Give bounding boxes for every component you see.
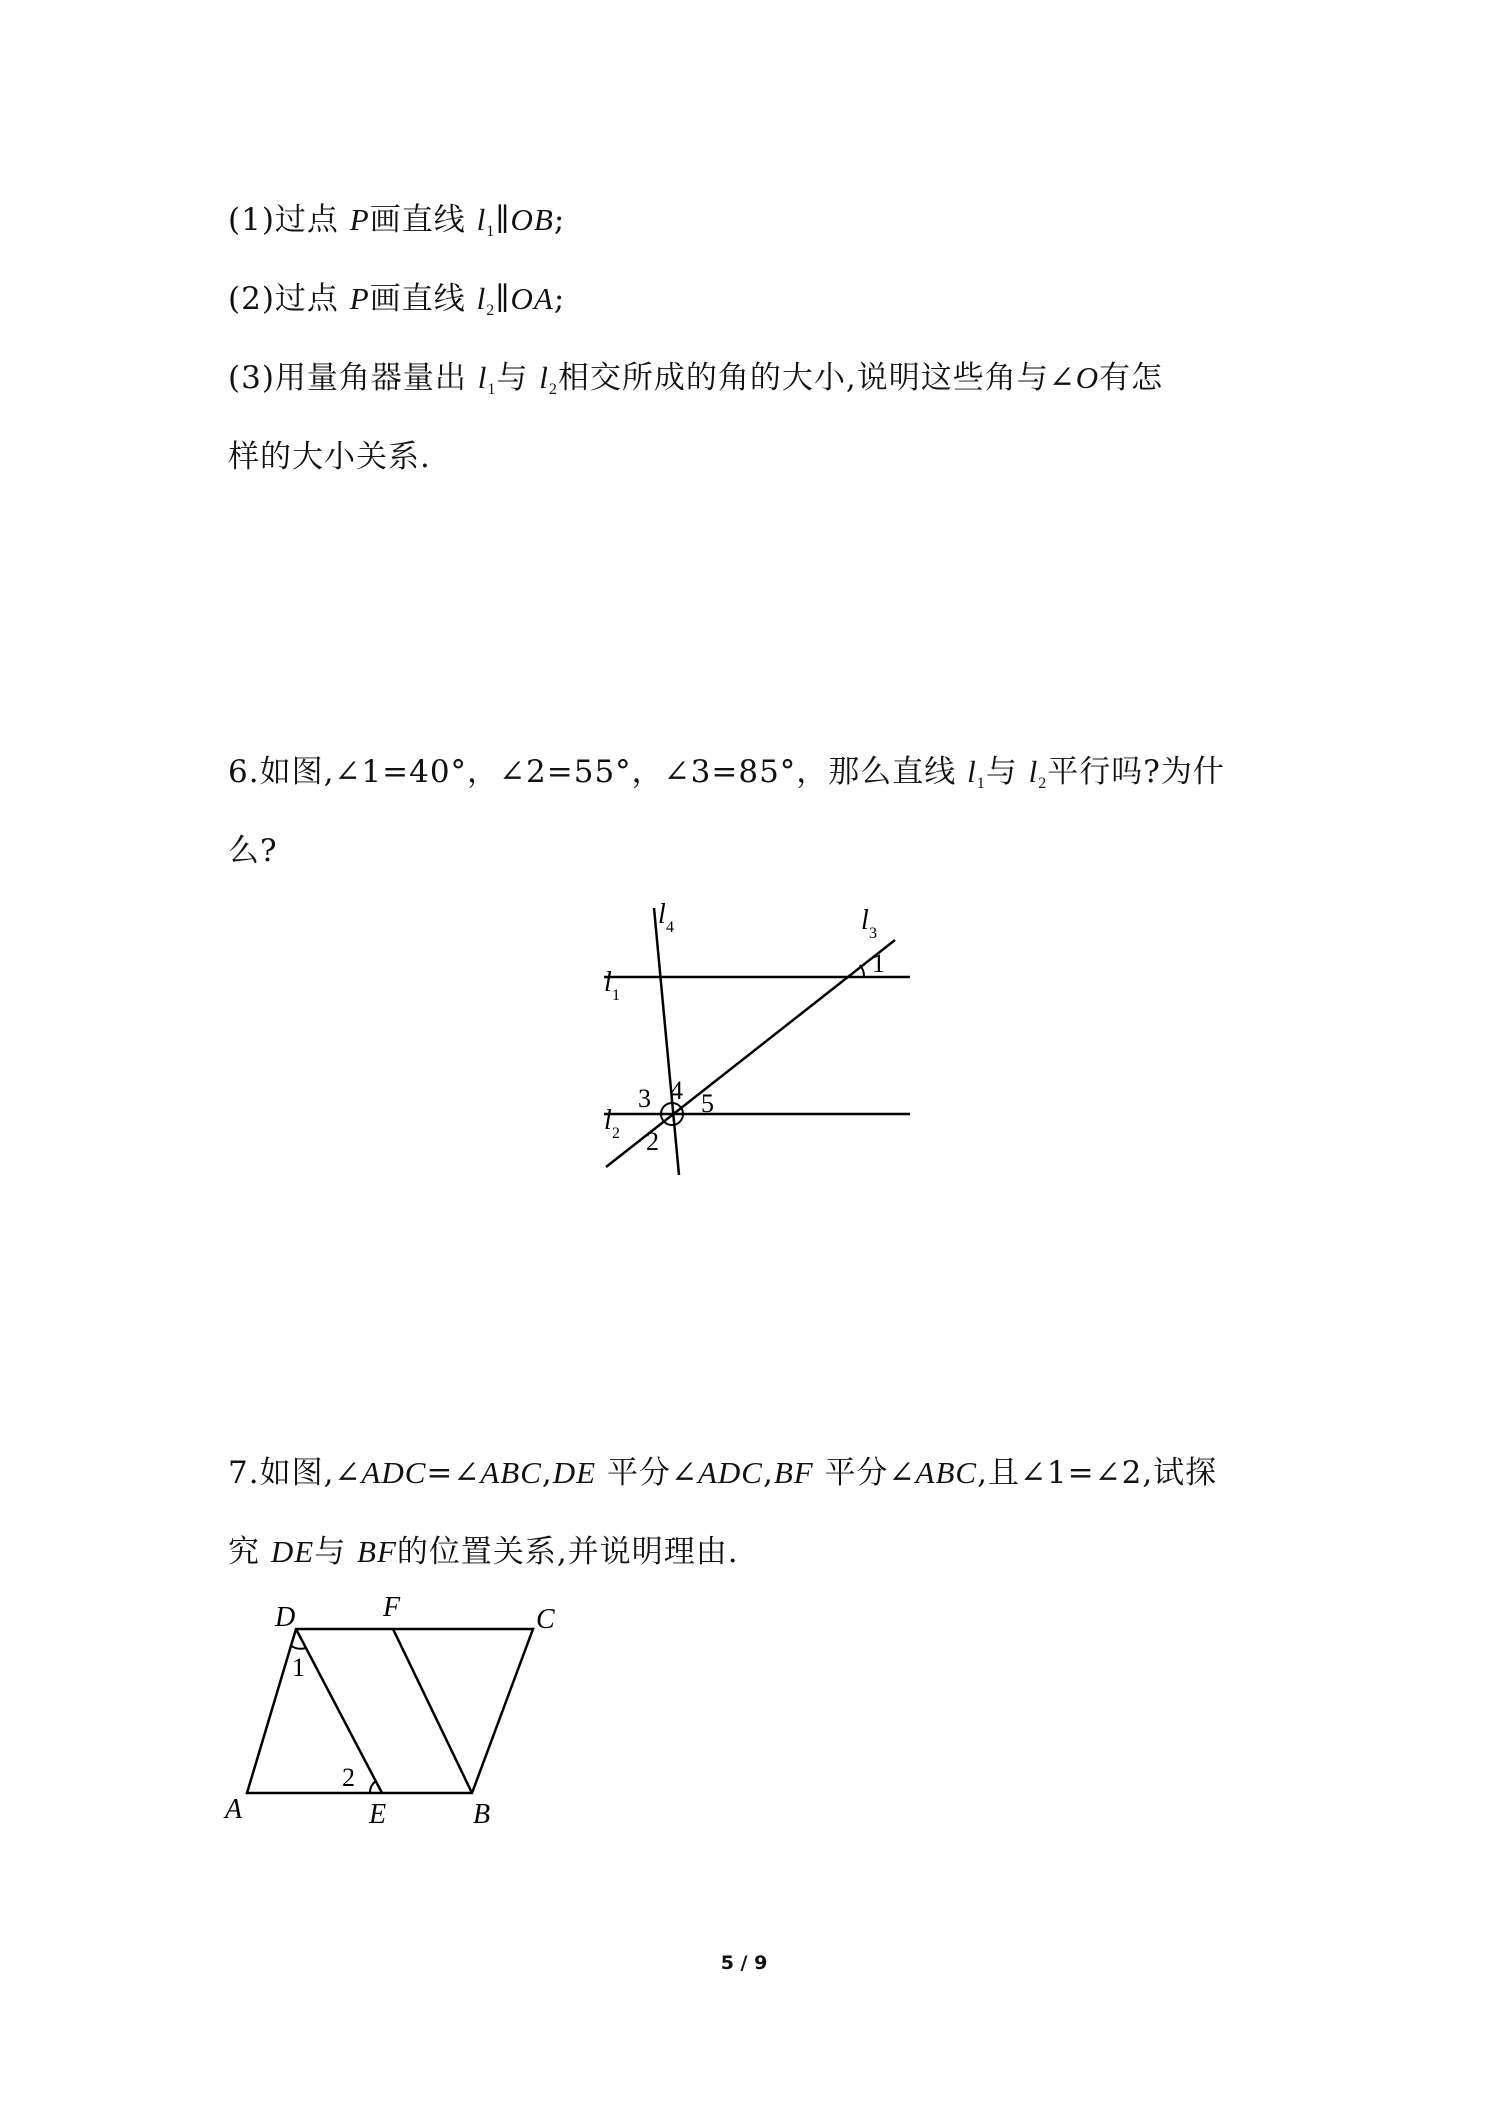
segment-bf <box>393 1629 472 1793</box>
angle-label-5: 5 <box>701 1089 714 1118</box>
label-l2-sub: 2 <box>612 1125 620 1142</box>
q5-part3-cont: 样的大小关系. <box>228 439 431 475</box>
q5-part3: (3)用量角器量出 $l_1$与 $l_2$相交所成的角的大小,说明这些角与∠O有怎 <box>228 360 1164 398</box>
page-number: 5 / 9 <box>720 1952 768 1974</box>
q5-part2: (2)过点 P画直线 $l_2\parallel OA$; <box>228 281 566 319</box>
point-label-c: C <box>536 1604 555 1635</box>
angle-label-2: 2 <box>342 1763 355 1792</box>
angle2-arc <box>370 1781 376 1793</box>
q7-text: 7.如图,∠ADC=∠ABC,DE 平分∠ADC,BF 平分∠ABC,且∠1=∠2,试探 <box>228 1455 1218 1491</box>
point-label-a: A <box>225 1794 243 1825</box>
label-l4: l <box>658 899 666 930</box>
q6-text-cont: 么? <box>228 833 278 869</box>
label-l1: l <box>604 967 612 998</box>
label-l3-sub: 3 <box>869 925 877 942</box>
segment-de <box>296 1629 382 1793</box>
angle-label-2: 2 <box>646 1127 659 1156</box>
point-label-d: D <box>275 1602 296 1633</box>
point-label-b: B <box>473 1799 491 1830</box>
label-l2: l <box>604 1105 612 1136</box>
figure-q7 <box>220 1590 580 1830</box>
angle-label-4: 4 <box>670 1076 683 1105</box>
angle-label-1: 1 <box>292 1653 305 1682</box>
label-l4-sub: 4 <box>666 919 674 936</box>
q6-text: 6.如图,∠1=40°，∠2=55°，∠3=85°，那么直线 $l_1$与 $l_2$平行吗?为什 <box>228 754 1225 792</box>
parallelogram-abcd <box>247 1629 533 1793</box>
angle-label-1: 1 <box>872 949 885 978</box>
q5-part1: (1)过点 P画直线 $l_1\parallel OB$; <box>228 202 566 240</box>
label-l1-sub: 1 <box>612 987 620 1004</box>
label-l3: l <box>861 905 869 936</box>
angle1-arc <box>860 965 864 977</box>
point-label-f: F <box>383 1592 401 1623</box>
angle-label-3: 3 <box>638 1084 651 1113</box>
point-label-e: E <box>369 1799 387 1830</box>
figure-q6 <box>560 895 940 1195</box>
q7-text-cont: 究 DE与 BF的位置关系,并说明理由. <box>228 1534 739 1570</box>
